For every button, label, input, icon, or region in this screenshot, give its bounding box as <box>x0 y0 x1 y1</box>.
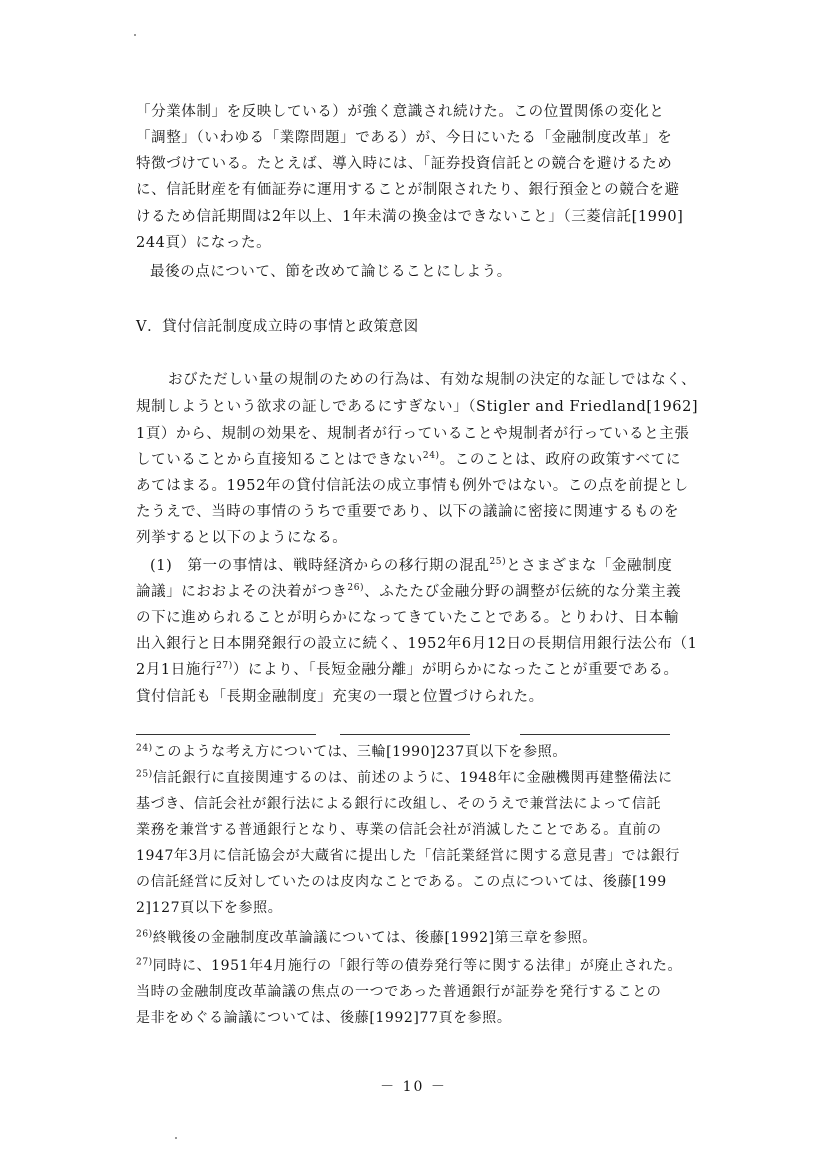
footnote-number: 24) <box>136 743 153 754</box>
body-line: たうえで、当時の事情のうちで重要であり、以下の議論に密接に関連するものを <box>136 504 680 520</box>
footnote-text: このような考え方については、三輪[1990]237頁以下を参照。 <box>152 744 567 760</box>
body-line: 出入銀行と日本開発銀行の設立に続く、1952年6月12日の長期信用銀行法公布（1 <box>136 636 698 652</box>
footnote-line: の信託経営に反対していたのは皮肉なことである。この点については、後藤[199 <box>136 874 667 890</box>
body-line <box>136 450 776 470</box>
footnote-number: 25) <box>136 769 153 780</box>
body-line <box>136 582 776 602</box>
body-line: おびただしい量の規制のための行為は、有効な規制の決定的な証しではなく、 <box>168 372 697 388</box>
body-text: 、ふたたび金融分野の調整が伝統的な分業主義 <box>364 584 682 600</box>
footnote-27 <box>136 956 682 976</box>
body-text: 。このことは、政府の政策すべてに <box>439 452 681 468</box>
page-number: － 10 － <box>380 1079 447 1095</box>
footnote-text: 同時に、1951年4月施行の「銀行等の債券発行等に関する法律」が廃止された。 <box>152 958 683 974</box>
body-line <box>136 660 776 680</box>
body-line <box>150 556 790 576</box>
body-text: していることから直接知ることはできない <box>136 452 423 468</box>
footnote-number: 27) <box>136 957 153 968</box>
scan-speck <box>175 1137 177 1139</box>
body-line: 「調整」（いわゆる「業際問題」である）が、今日にいたる「金融制度改革」を <box>136 130 673 146</box>
body-text: (1) 第一の事情は、戦時経済からの移行期の混乱 <box>150 558 490 574</box>
footnote-ref: 26) <box>347 583 365 594</box>
body-text: とさまざまな「金融制度 <box>506 558 673 574</box>
footnote-rule <box>136 734 316 735</box>
footnote-line: 当時の金融制度改革論議の焦点の一つであった普通銀行が証券を発行することの <box>136 984 662 1000</box>
body-line: 貸付信託も「長期金融制度」充実の一環と位置づけられた。 <box>136 689 544 705</box>
footnote-rule <box>340 734 470 735</box>
footnote-line: 1947年3月に信託協会が大蔵省に提出した「信託業経営に関する意見書」では銀行 <box>136 848 680 864</box>
body-line: 最後の点について、節を改めて論じることにしよう。 <box>150 264 512 280</box>
scan-speck <box>134 34 136 36</box>
body-line: 規制しようという欲求の証しであるにすぎない」（Stigler and Friedland[1962] <box>136 399 699 415</box>
body-line: あてはまる。1952年の貸付信託法の成立事情も例外ではない。この点を前提とし <box>136 478 689 494</box>
body-line: 特徴づけている。たとえば、導入時には、「証券投資信託との競合を避けるため <box>136 156 673 172</box>
footnote-line: 是非をめぐる論議については、後藤[1992]77頁を参照。 <box>136 1010 512 1026</box>
footnote-line: 業務を兼営する普通銀行となり、専業の信託会社が消滅したことである。直前の <box>136 822 662 838</box>
footnote-number: 26) <box>136 929 153 940</box>
footnote-ref: 24) <box>422 451 440 462</box>
footnote-line: 基づき、信託会社が銀行法による銀行に改組し、そのうえで兼営法によって信託 <box>136 796 662 812</box>
body-line: 244頁）になった。 <box>136 235 272 251</box>
body-line: 列挙すると以下のようになる。 <box>136 530 348 546</box>
footnote-25 <box>136 768 673 788</box>
footnote-ref: 27) <box>216 661 233 672</box>
body-line: けるため信託期間は2年以上、1年未満の換金はできないこと」（三菱信託[1990] <box>136 209 684 225</box>
body-line: 1頁）から、規制の効果を、規制者が行っていることや規制者が行っていると主張 <box>136 426 690 442</box>
body-line: の下に進められることが明らかになってきていたことである。とりわけ、日本輸 <box>136 610 680 626</box>
body-text: 2月1日施行 <box>136 662 217 678</box>
footnote-24 <box>136 742 567 762</box>
body-text: 論議」におおよその決着がつき <box>136 584 348 600</box>
body-text: ）により、「長短金融分離」が明らかになったことが重要である。 <box>232 662 679 678</box>
footnote-text: 終戦後の金融制度改革論議については、後藤[1992]第三章を参照。 <box>152 930 597 946</box>
body-line: 「分業体制」を反映している）が強く意識され続けた。この位置関係の変化と <box>136 104 665 120</box>
section-heading: V．貸付信託制度成立時の事情と政策意図 <box>136 319 419 335</box>
footnote-rule <box>520 734 670 735</box>
footnote-line: 2]127頁以下を参照。 <box>136 900 283 916</box>
body-line: に、信託財産を有価証券に運用することが制限されたり、銀行預金との競合を避 <box>136 182 680 198</box>
footnote-ref: 25) <box>489 557 507 568</box>
footnote-text: 信託銀行に直接関連するのは、前述のように、1948年に金融機関再建整備法に <box>152 770 673 786</box>
footnote-26 <box>136 928 597 948</box>
